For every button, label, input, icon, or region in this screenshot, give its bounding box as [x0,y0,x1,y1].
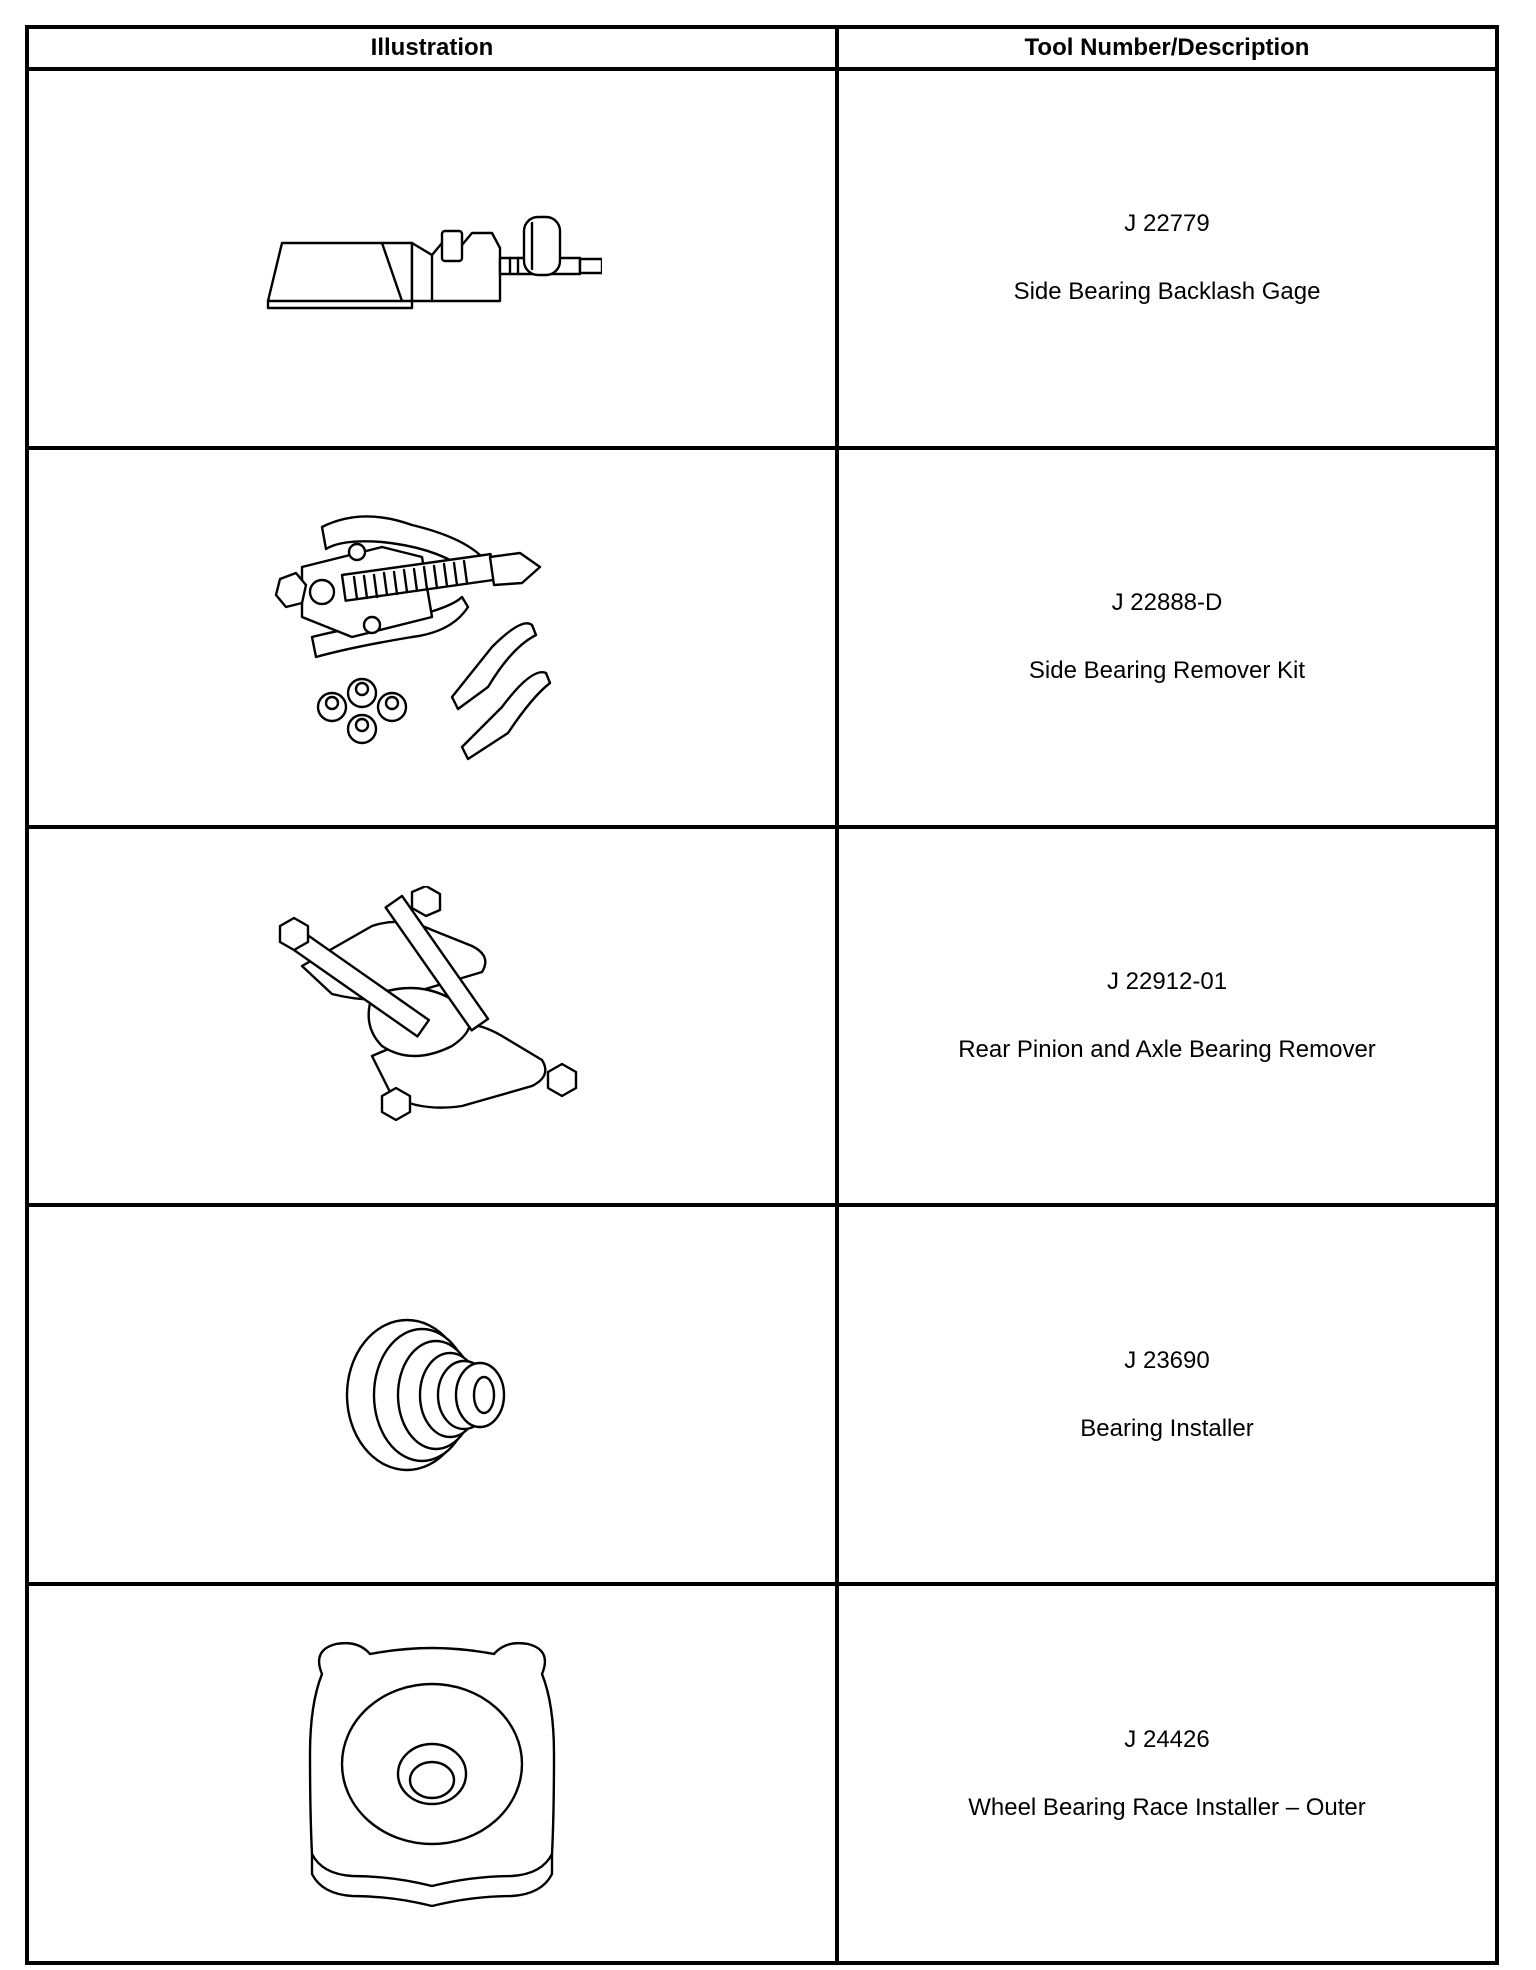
table-row [27,448,1497,827]
header-illustration: Illustration [27,27,837,69]
description-cell [837,69,1497,448]
header-tool-number-description: Tool Number/Description [837,27,1497,69]
header-row [27,27,1497,69]
tool-number: J 22912-01 [1106,967,1228,995]
illustration-cell [27,827,837,1206]
table-row [27,1205,1497,1584]
table-row [27,1584,1497,1963]
tool-table [25,25,1499,1965]
tool-description: Side Bearing Backlash Gage [1013,278,1321,306]
bearing-remover-kit-icon [262,497,602,777]
illustration-cell [27,448,837,827]
tool-number: J 23690 [1124,1346,1210,1374]
tool-description: Wheel Bearing Race Installer – Outer [968,1793,1366,1821]
tool-description: Side Bearing Remover Kit [1028,657,1306,685]
race-installer-icon [282,1624,582,1924]
bearing-installer-icon [332,1310,532,1480]
tool-description: Bearing Installer [1080,1414,1254,1442]
description-cell [837,1584,1497,1963]
illustration-cell [27,1205,837,1584]
tool-description: Rear Pinion and Axle Bearing Remover [958,1035,1376,1063]
description-cell [837,1205,1497,1584]
tool-number: J 22779 [1124,210,1210,238]
description-cell [837,448,1497,827]
bearing-separator-icon [262,886,602,1146]
table-row [27,69,1497,448]
tool-number: J 24426 [1124,1725,1210,1753]
illustration-cell [27,1584,837,1963]
table-row [27,827,1497,1206]
backlash-gage-icon [262,203,602,313]
tool-number: J 22888-D [1111,589,1223,617]
description-cell [837,827,1497,1206]
illustration-cell [27,69,837,448]
